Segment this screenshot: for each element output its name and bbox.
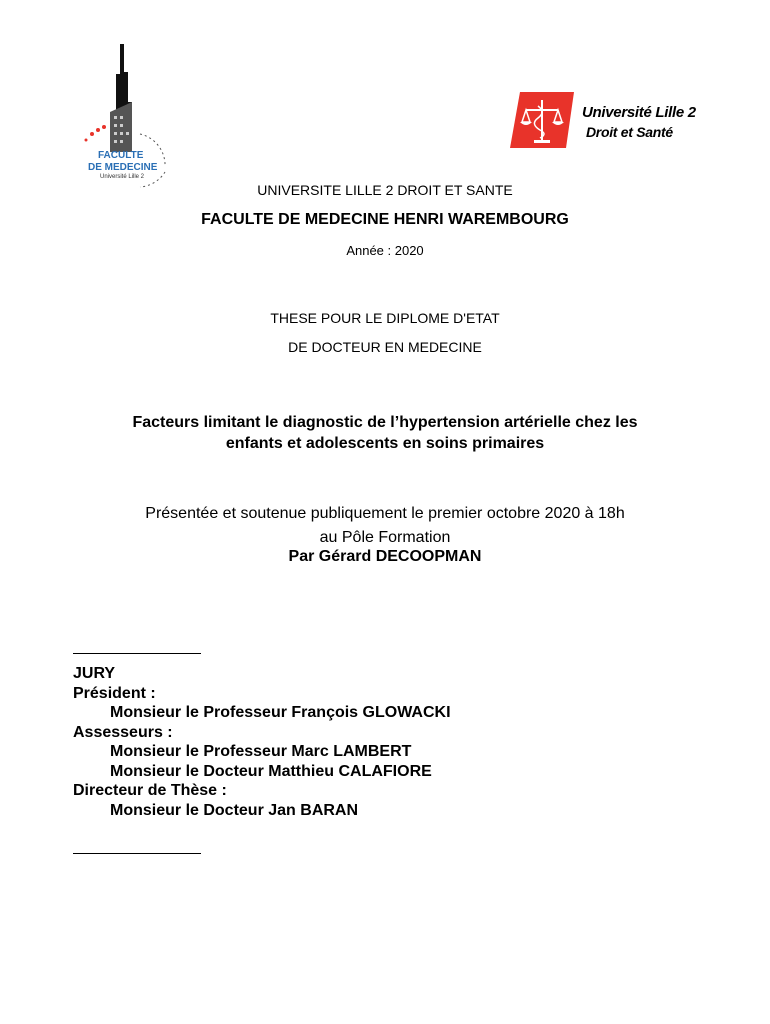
university-logo-line2: Droit et Santé bbox=[586, 124, 673, 140]
president-name: Monsieur le Professeur François GLOWACKI bbox=[110, 704, 451, 721]
divider-bottom bbox=[73, 853, 201, 854]
presentation-line1: Présentée et soutenue publiquement le premier octobre 2020 à 18h bbox=[145, 505, 625, 522]
assessor-name-1: Monsieur le Professeur Marc LAMBERT bbox=[110, 743, 412, 760]
jury-section bbox=[73, 664, 451, 820]
thesis-title-line2: enfants et adolescents en soins primaires bbox=[225, 435, 545, 452]
jury-heading: JURY bbox=[73, 665, 116, 682]
university-logo-line1: Université Lille 2 bbox=[582, 104, 696, 121]
faculty-name: FACULTE DE MEDECINE HENRI WAREMBOURG bbox=[201, 211, 569, 228]
presentation-line2: au Pôle Formation bbox=[319, 529, 451, 546]
thesis-title-line1: Facteurs limitant le diagnostic de l’hypertension artérielle chez les bbox=[132, 414, 638, 431]
assessor-name-2: Monsieur le Docteur Matthieu CALAFIORE bbox=[110, 762, 432, 780]
faculty-logo bbox=[70, 42, 180, 192]
author-name: Par Gérard DECOOPMAN bbox=[288, 548, 482, 565]
faculty-logo-line1: FACULTE bbox=[98, 150, 144, 161]
director-label: Directeur de Thèse : bbox=[73, 782, 227, 799]
thesis-line2: DE DOCTEUR EN MEDECINE bbox=[288, 339, 482, 355]
divider-top bbox=[73, 653, 201, 654]
institution-name: UNIVERSITE LILLE 2 DROIT ET SANTE bbox=[257, 182, 513, 198]
presentation-info bbox=[0, 502, 770, 550]
assessors-label: Assesseurs : bbox=[73, 723, 173, 741]
director-name: Monsieur le Docteur Jan BARAN bbox=[110, 801, 359, 819]
thesis-title bbox=[0, 412, 770, 454]
caduceus-scales-icon bbox=[510, 92, 574, 148]
thesis-line1: THESE POUR LE DIPLOME D'ETAT bbox=[270, 310, 500, 326]
faculty-logo-line3: Université Lille 2 bbox=[100, 174, 145, 180]
university-logo bbox=[510, 92, 700, 152]
president-label: Président : bbox=[73, 684, 156, 702]
academic-year: Année : 2020 bbox=[346, 243, 424, 258]
faculty-logo-line2: DE MEDECINE bbox=[88, 162, 158, 173]
